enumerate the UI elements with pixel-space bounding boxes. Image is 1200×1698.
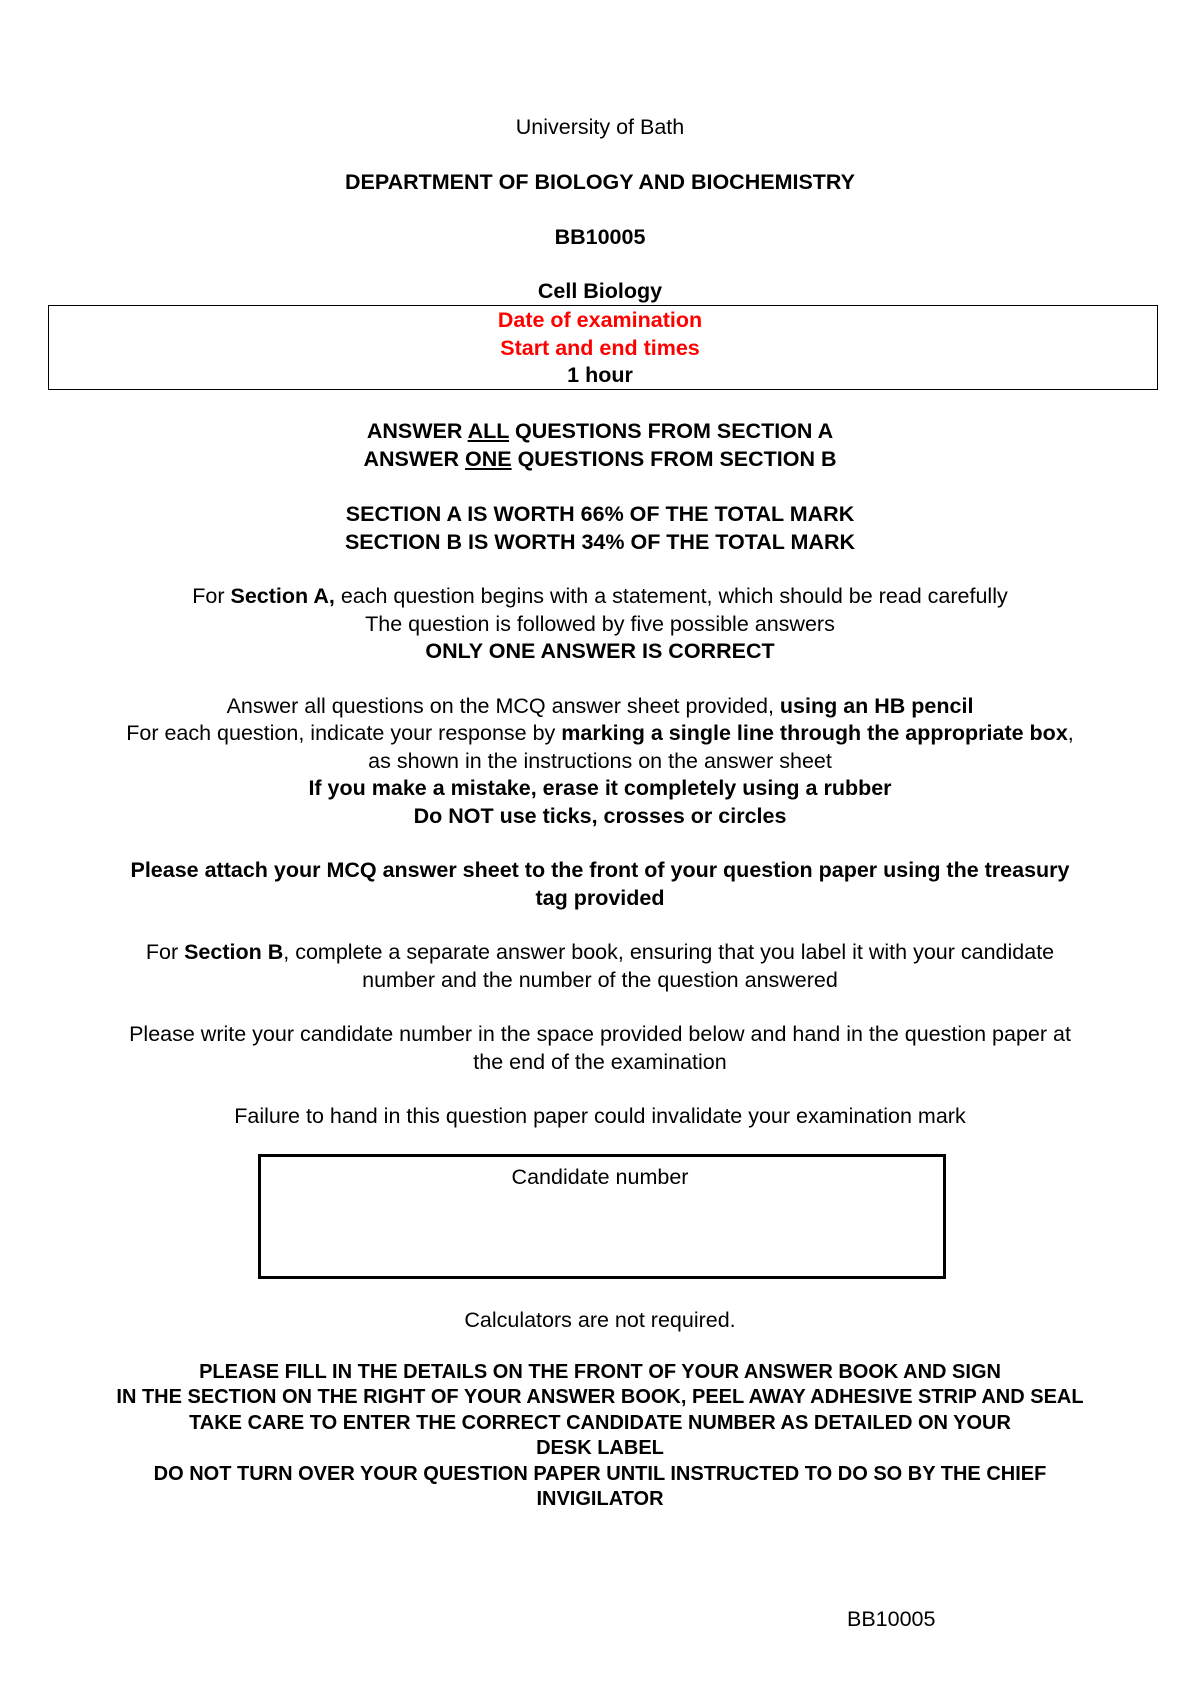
mcq-mistake-note: If you make a mistake, erase it completely using a rubber xyxy=(308,776,892,800)
section-b-intro xyxy=(0,939,1200,966)
answer-one-post: QUESTIONS FROM SECTION B xyxy=(511,447,837,471)
answer-all-emph: ALL xyxy=(467,419,510,443)
section-a-intro xyxy=(0,583,1200,610)
answer-all-instruction xyxy=(0,418,1200,445)
section-a-intro-pre: For xyxy=(192,584,231,608)
answer-all-pre: ANSWER xyxy=(366,419,468,443)
footer-unit-code: BB10005 xyxy=(847,1607,936,1631)
calculators-note: Calculators are not required. xyxy=(464,1308,736,1332)
final-instruction-line: DO NOT TURN OVER YOUR QUESTION PAPER UNTIL INSTRUCTED TO DO SO BY THE CHIEF xyxy=(153,1463,1047,1485)
answer-one-emph: ONE xyxy=(465,447,512,471)
final-instruction-line: IN THE SECTION ON THE RIGHT OF YOUR ANSWER BOOK, PEEL AWAY ADHESIVE STRIP AND SEAL xyxy=(116,1386,1084,1408)
mcq-no-ticks-note: Do NOT use ticks, crosses or circles xyxy=(413,804,787,828)
final-instruction-line: INVIGILATOR xyxy=(536,1488,664,1510)
five-answers-note: The question is followed by five possible answers xyxy=(365,612,835,636)
department-heading: DEPARTMENT OF BIOLOGY AND BIOCHEMISTRY xyxy=(344,170,856,194)
unit-code: BB10005 xyxy=(554,225,646,249)
exam-date: Date of examination xyxy=(497,308,703,332)
section-b-intro-post: , complete a separate answer book, ensuring that you label it with your candidate xyxy=(283,940,1055,964)
candidate-instruction-line1: Please write your candidate number in the space provided below and hand in the question paper at xyxy=(129,1022,1071,1046)
section-b-weighting: SECTION B IS WORTH 34% OF THE TOTAL MARK xyxy=(344,530,856,554)
section-b-intro-bold: Section B xyxy=(184,940,284,964)
mcq-marking-pre: For each question, indicate your response by xyxy=(126,721,562,745)
attach-sheet-line1: Please attach your MCQ answer sheet to the front of your question paper using the treasury xyxy=(130,858,1070,882)
candidate-number-label: Candidate number xyxy=(511,1165,689,1189)
exam-times: Start and end times xyxy=(500,336,700,360)
mcq-marking-instruction xyxy=(0,720,1200,747)
attach-sheet-line2: tag provided xyxy=(535,886,665,910)
candidate-instruction-line2: the end of the examination xyxy=(473,1050,727,1074)
section-b-intro-pre: For xyxy=(145,940,185,964)
unit-title: Cell Biology xyxy=(537,279,663,303)
mcq-pencil-instruction xyxy=(0,693,1200,720)
final-instruction-line: TAKE CARE TO ENTER THE CORRECT CANDIDATE NUMBER AS DETAILED ON YOUR xyxy=(189,1412,1011,1434)
answer-one-pre: ANSWER xyxy=(363,447,466,471)
university-name: University of Bath xyxy=(515,115,685,139)
exam-duration: 1 hour xyxy=(567,363,633,387)
mcq-marking-post: , xyxy=(1067,721,1074,745)
mcq-pencil-bold: using an HB pencil xyxy=(779,694,974,718)
one-correct-note: ONLY ONE ANSWER IS CORRECT xyxy=(425,639,775,663)
section-a-intro-post: each question begins with a statement, which should be read carefully xyxy=(334,584,1008,608)
section-b-number-note: number and the number of the question answered xyxy=(362,968,838,992)
section-a-intro-bold: Section A, xyxy=(230,584,335,608)
answer-one-instruction xyxy=(0,446,1200,473)
section-a-weighting: SECTION A IS WORTH 66% OF THE TOTAL MARK xyxy=(345,502,855,526)
failure-warning: Failure to hand in this question paper could invalidate your examination mark xyxy=(234,1104,966,1128)
answer-all-post: QUESTIONS FROM SECTION A xyxy=(509,419,834,443)
final-instruction-line: DESK LABEL xyxy=(536,1437,664,1459)
final-instruction-line: PLEASE FILL IN THE DETAILS ON THE FRONT OF YOUR ANSWER BOOK AND SIGN xyxy=(199,1361,1001,1383)
mcq-shown-note: as shown in the instructions on the answer sheet xyxy=(368,749,832,773)
mcq-marking-bold: marking a single line through the appropriate box xyxy=(561,721,1068,745)
mcq-pencil-pre: Answer all questions on the MCQ answer sheet provided, xyxy=(226,694,780,718)
